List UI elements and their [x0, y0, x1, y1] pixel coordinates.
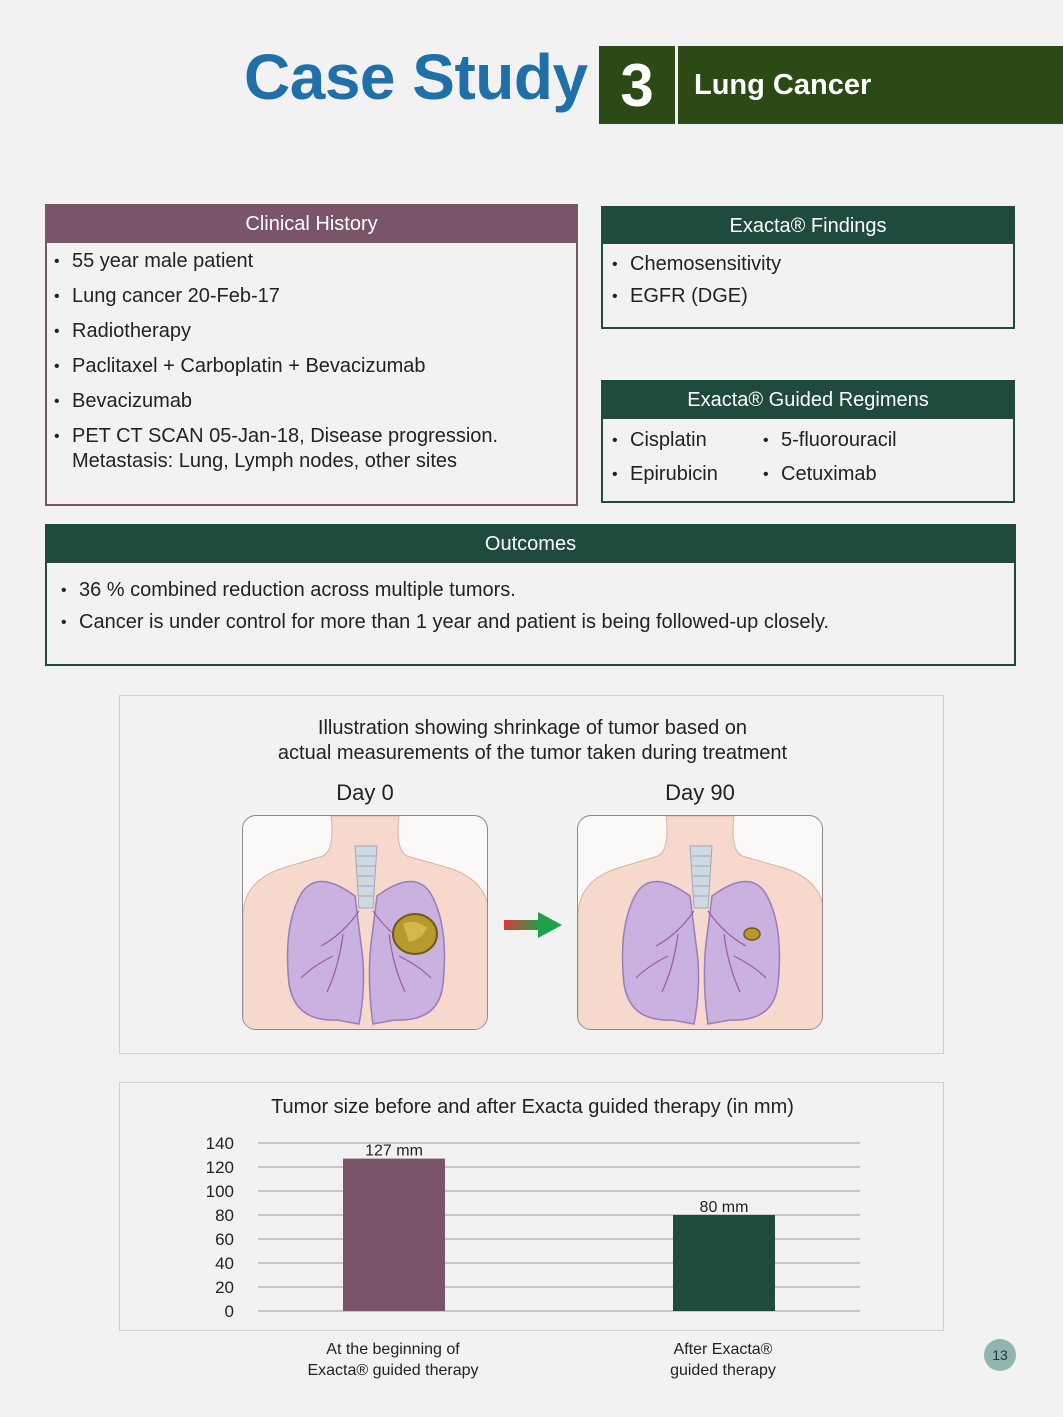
x-category-line: At the beginning of	[326, 1341, 460, 1358]
outcomes-list	[47, 563, 1014, 635]
caption-line: Illustration showing shrinkage of tumor based on	[317, 717, 748, 739]
list-item: • Cisplatin	[630, 428, 718, 453]
bar	[343, 1159, 445, 1311]
x-category-label	[593, 1339, 853, 1381]
day90-label: Day 90	[665, 780, 735, 805]
illustration-box	[119, 695, 944, 1054]
x-category-line: After Exacta®	[673, 1341, 773, 1358]
case-subtitle: Lung Cancer	[694, 68, 872, 101]
bar-chart-svg	[120, 1083, 945, 1332]
findings-panel	[601, 206, 1015, 329]
y-tick-label: 100	[205, 1182, 234, 1201]
lungs-small-tumor-icon	[577, 815, 823, 1030]
x-category-line: guided therapy	[670, 1362, 776, 1379]
list-item: • Epirubicin	[630, 462, 718, 487]
case-number: 3	[620, 51, 654, 119]
list-item: • Bevacizumab	[72, 389, 576, 414]
y-tick-label: 0	[224, 1302, 234, 1321]
list-item: • Chemosensitivity	[630, 252, 1013, 277]
list-item: • Paclitaxel + Carboplatin + Bevacizumab	[72, 354, 576, 379]
y-tick-label: 60	[215, 1230, 234, 1249]
regimens-column-2	[781, 428, 897, 496]
clinical-history-heading: Clinical History	[47, 206, 576, 243]
list-item: • EGFR (DGE)	[630, 284, 1013, 309]
list-item: • 36 % combined reduction across multiple tumors.	[79, 578, 1014, 603]
y-tick-label: 120	[205, 1158, 234, 1177]
y-tick-label: 140	[205, 1134, 234, 1153]
bar-data-label: 127 mm	[365, 1142, 423, 1160]
y-tick-label: 20	[215, 1278, 234, 1297]
right-arrow-icon	[502, 910, 562, 945]
list-item: • 55 year male patient	[72, 249, 576, 274]
band-divider	[675, 46, 678, 124]
caption-line: actual measurements of the tumor taken during treatment	[277, 742, 788, 764]
y-tick-label: 80	[215, 1206, 234, 1225]
x-category-label	[263, 1339, 523, 1381]
findings-heading: Exacta® Findings	[603, 208, 1013, 244]
illustration-caption	[120, 716, 945, 766]
page-number: 13	[984, 1339, 1016, 1371]
list-item: • Lung cancer 20-Feb-17	[72, 284, 576, 309]
chart-title: Tumor size before and after Exacta guided therapy (in mm)	[271, 1096, 794, 1118]
list-item: • Cancer is under control for more than 1 year and patient is being followed-up closely.	[79, 610, 1014, 635]
list-item-line: PET CT SCAN 05-Jan-18, Disease progression.	[72, 425, 499, 447]
list-item: • Cetuximab	[781, 462, 897, 487]
day0-label: Day 0	[336, 780, 394, 805]
regimens-heading: Exacta® Guided Regimens	[603, 382, 1013, 419]
list-item	[72, 424, 576, 474]
page-title: Case Study	[244, 41, 588, 113]
tumor-size-chart	[119, 1082, 944, 1331]
findings-list	[603, 244, 1013, 309]
clinical-history-list	[47, 243, 576, 474]
regimens-column-1	[630, 428, 718, 496]
list-item: • Radiotherapy	[72, 319, 576, 344]
outcomes-panel	[45, 524, 1016, 666]
x-category-line: Exacta® guided therapy	[307, 1362, 479, 1379]
bar	[673, 1215, 775, 1311]
list-item: • 5-fluorouracil	[781, 428, 897, 453]
regimens-panel	[601, 380, 1015, 503]
y-tick-label: 40	[215, 1254, 234, 1273]
list-item-line: Metastasis: Lung, Lymph nodes, other sites	[72, 450, 458, 472]
lungs-large-tumor-icon	[242, 815, 488, 1030]
clinical-history-panel	[45, 204, 578, 506]
outcomes-heading: Outcomes	[47, 526, 1014, 563]
bar-data-label: 80 mm	[699, 1199, 749, 1216]
